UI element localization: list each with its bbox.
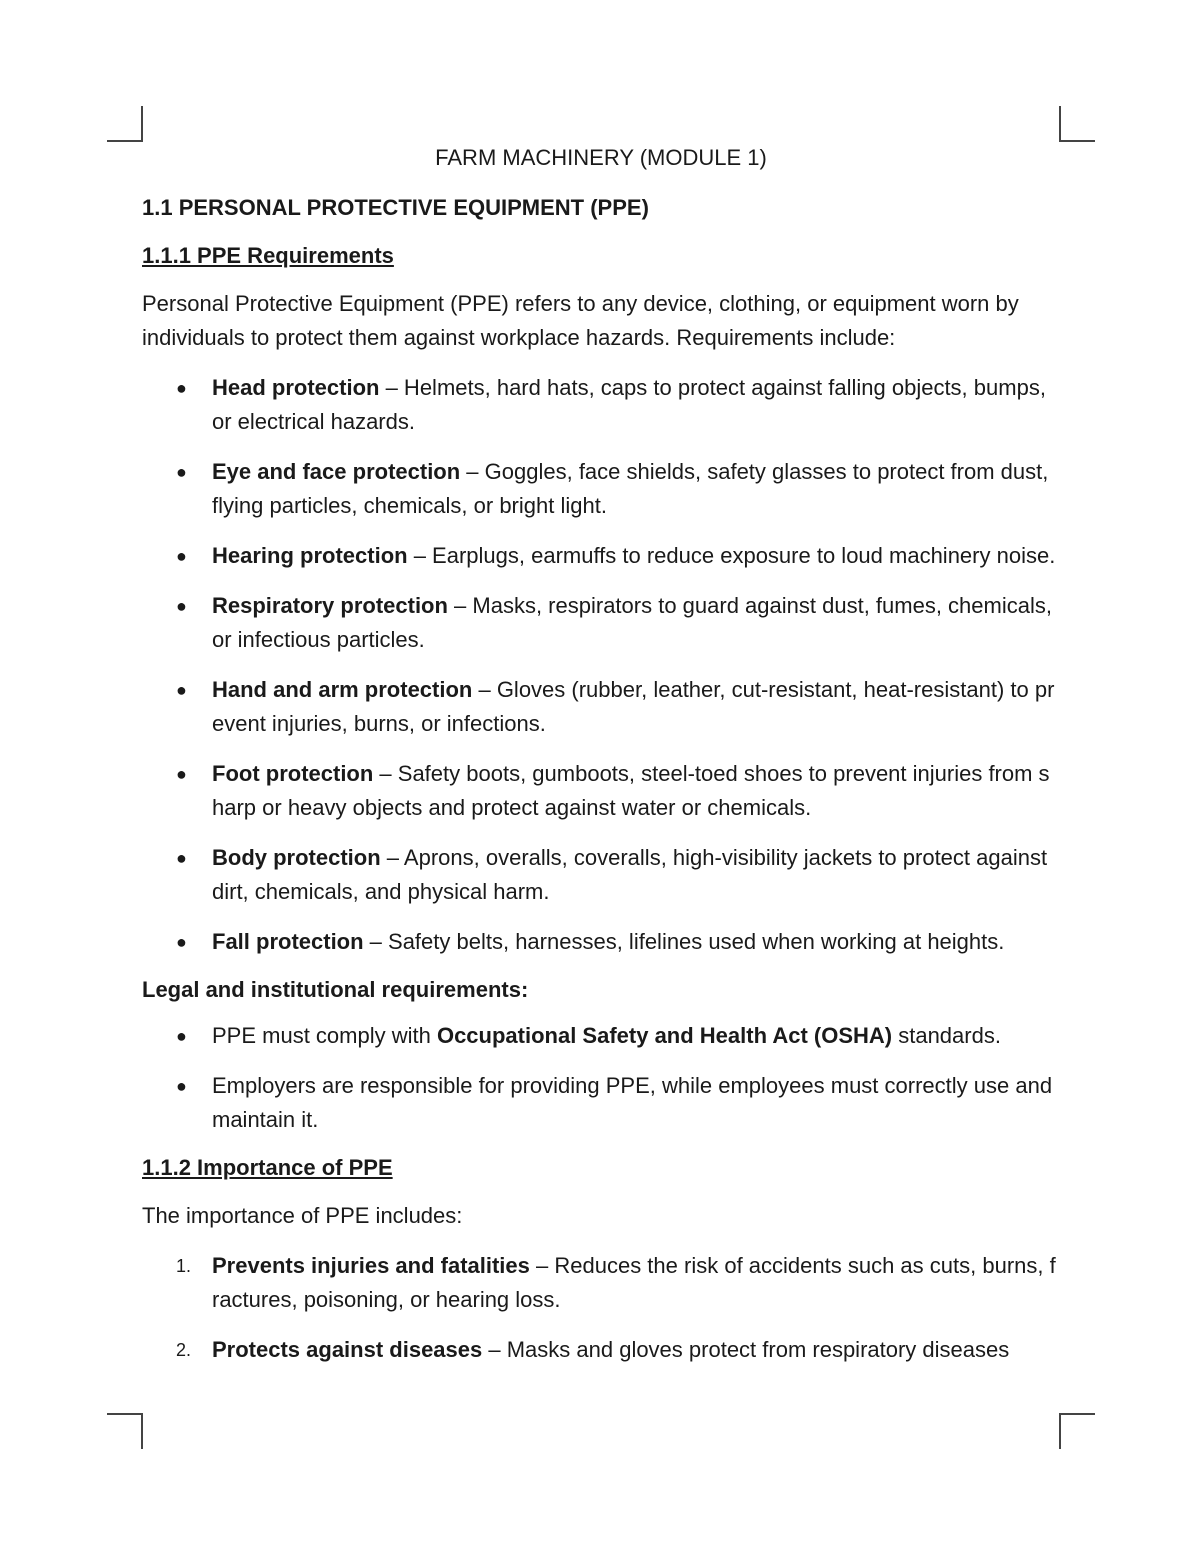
subsection-heading-requirements: 1.1.1 PPE Requirements — [142, 243, 394, 268]
importance-list — [142, 1249, 1060, 1367]
item-term: Occupational Safety and Health Act (OSHA) — [436, 1023, 893, 1048]
requirements-intro: Personal Protective Equipment (PPE) refers to any device, clothing, or equipment worn by individuals to protect them against workplace hazards. Requirements include: — [142, 291, 1019, 350]
item-number: 2. — [176, 1340, 192, 1360]
list-item — [142, 841, 1060, 909]
list-item — [142, 1069, 1060, 1137]
crop-mark-bottom-right — [1059, 1413, 1095, 1449]
item-term: Body protection — [212, 845, 381, 870]
item-text: – Earplugs, earmuffs to reduce exposure to loud machinery noise. — [407, 543, 1056, 568]
item-text: – Goggles, face shields, safety glasses to protect from dust, flying particles, chemicals, or bright light. — [212, 459, 1049, 518]
bullet-icon: ● — [176, 378, 187, 398]
item-term: Hearing protection — [212, 543, 408, 568]
legal-requirements-heading: Legal and institutional requirements: — [142, 977, 529, 1002]
bullet-icon: ● — [176, 1076, 187, 1096]
item-term: Prevents injuries and fatalities — [212, 1253, 530, 1278]
item-text-after: standards. — [892, 1023, 1001, 1048]
list-item — [142, 673, 1060, 741]
item-number: 1. — [176, 1256, 192, 1276]
list-item — [142, 371, 1060, 439]
item-text: – Masks and gloves protect from respiratory diseases — [482, 1337, 1010, 1362]
bullet-icon: ● — [176, 462, 187, 482]
list-item — [142, 539, 1060, 573]
subsection-heading-importance: 1.1.2 Importance of PPE — [142, 1155, 393, 1180]
list-item — [142, 1333, 1060, 1367]
item-text: – Reduces the risk of accidents such as cuts, burns, fractures, poisoning, or hearing loss. — [212, 1253, 1056, 1312]
legal-requirements-list — [142, 1019, 1060, 1137]
item-text: – Aprons, overalls, coveralls, high-visibility jackets to protect against dirt, chemicals, and physical harm. — [212, 845, 1048, 904]
item-text: – Helmets, hard hats, caps to protect against falling objects, bumps, or electrical hazards. — [212, 375, 1046, 434]
bullet-icon: ● — [176, 932, 187, 952]
crop-mark-bottom-left — [107, 1413, 143, 1449]
list-item — [142, 589, 1060, 657]
bullet-icon: ● — [176, 764, 187, 784]
item-term: Fall protection — [212, 929, 364, 954]
bullet-icon: ● — [176, 1026, 187, 1046]
item-term: Head protection — [212, 375, 380, 400]
item-term: Eye and face protection — [212, 459, 461, 484]
bullet-icon: ● — [176, 596, 187, 616]
item-text-before: PPE must comply with — [212, 1023, 437, 1048]
bullet-icon: ● — [176, 848, 187, 868]
item-term: Respiratory protection — [212, 593, 448, 618]
item-text-before: Employers are responsible for providing PPE, while employees must correctly use and maintain it. — [212, 1073, 1053, 1132]
item-term: Hand and arm protection — [212, 677, 473, 702]
document-body — [142, 143, 1060, 1383]
crop-mark-top-right — [1059, 106, 1095, 142]
bullet-icon: ● — [176, 680, 187, 700]
item-text: – Safety boots, gumboots, steel-toed shoes to prevent injuries from sharp or heavy objects and protect against water or chemicals. — [212, 761, 1050, 820]
item-text: – Masks, respirators to guard against dust, fumes, chemicals, or infectious particles. — [212, 593, 1052, 652]
item-term: Foot protection — [212, 761, 374, 786]
list-item — [142, 455, 1060, 523]
crop-mark-top-left — [107, 106, 143, 142]
item-term: Protects against diseases — [212, 1337, 483, 1362]
document-title: FARM MACHINERY (MODULE 1) — [435, 145, 767, 170]
bullet-icon: ● — [176, 546, 187, 566]
list-item — [142, 1019, 1060, 1053]
list-item — [142, 1249, 1060, 1317]
ppe-requirements-list — [142, 371, 1060, 959]
section-heading: 1.1 PERSONAL PROTECTIVE EQUIPMENT (PPE) — [142, 195, 649, 220]
item-text: – Safety belts, harnesses, lifelines used when working at heights. — [363, 929, 1005, 954]
item-text: – Gloves (rubber, leather, cut-resistant, heat-resistant) to prevent injuries, burns, or infections. — [212, 677, 1055, 736]
list-item — [142, 925, 1060, 959]
list-item — [142, 757, 1060, 825]
importance-intro: The importance of PPE includes: — [142, 1203, 463, 1228]
